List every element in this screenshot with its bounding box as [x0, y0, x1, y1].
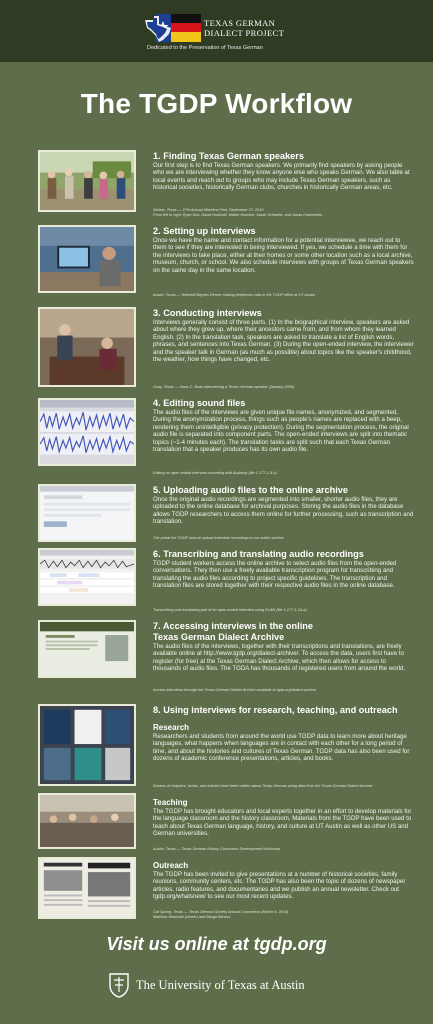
section-3-body: Interviews generally consist of three parts. (1) In the biographical interview, speakers are asked about where they grew up, where their ancestors came from, and from whom they learned English. (2) In the translation task, speakers are asked to translate a list of English words, phrases, and sentences into Texas German. (3) During the open-ended interview, the interviewer and the speaker talk in German (as much as possible) about topics like the speaker's childhood, the weather, how things have changed, etc.: [153, 319, 414, 364]
photo-setting-up-interviews: [38, 225, 136, 293]
section-7-text: [153, 621, 415, 673]
section-5-caption: The portal the TGDP uses to upload interview recordings to our online archive: [153, 536, 284, 540]
section-3-title: 3. Conducting interviews: [153, 308, 262, 318]
section-7-body: The audio files of the interviews, together with their transcriptions and translations, are freely available online at http://www.tgdp.org/dialect-archive/. To access the data, users first have to register (for free) at the Texas German Dialect Archive, which then allows for access to thousands of audio files. The TGDA has thousands of registered users from around the world.: [153, 643, 406, 673]
section-1-text: [153, 151, 415, 192]
logo-title: [204, 18, 284, 38]
photo-conducting-interviews: [38, 307, 136, 387]
outreach-text: [153, 861, 415, 901]
ut-austin-logo: [108, 972, 328, 998]
section-1-title: 1. Finding Texas German speakers: [153, 151, 304, 161]
section-6-caption: Transcribing and translating part of an open-ended interview using ELAN (file 1-177-1-19-a): [153, 608, 307, 612]
section-7-caption: Access interviews through the Texas German Dialect Archive available to tgdp.org/dialect-archive: [153, 688, 317, 692]
logo-title-line1: TEXAS GERMAN: [204, 18, 276, 28]
section-6-text: [153, 549, 415, 590]
section-4-text: [153, 398, 415, 453]
photo-upload-portal: [38, 484, 136, 542]
section-7-title: 7. Accessing interviews in the online: [153, 621, 313, 631]
section-4-title: 4. Editing sound files: [153, 398, 246, 408]
outreach-caption: Cat Spring, Texas — Texas German Society Annual Convention (March 9, 2019) Matthias Warmuth (center) and Margo Blevins: [153, 910, 289, 919]
header-banner: [0, 0, 433, 62]
ut-seal-icon: [108, 972, 130, 998]
section-1-body: Our first step is to find Texas German speakers. We primarily find speakers by asking people who we are interviewing whether they know anyone else who speaks German. We also table at local events and reach out to groups who may include Texas German speakers, such as historical societies, historically German clubs, churches in historically German areas, etc.: [153, 162, 410, 192]
section-8-text: [153, 705, 415, 763]
section-2-caption: Austin, Texas — Wendell Baynes Rerner making telephone calls in the TGDP office at UT Austin: [153, 293, 316, 297]
teaching-title: Teaching: [153, 798, 188, 807]
section-2-text: [153, 226, 415, 274]
teaching-body: The TGDP has brought educators and local experts together in an effort to develop materials for the language classroom and the history classroom. Materials from the TGDP have been used to teach about Texas German language, history, and culture at UT Austin as well as other US and German universities.: [153, 808, 412, 838]
research-caption: Dozens of chapters, books, and articles have been written about Texas German using data from the Texas German Dialect Archive: [153, 784, 373, 788]
page-title: The TGDP Workflow: [80, 88, 353, 119]
section-7-title-line2: Texas German Dialect Archive: [153, 632, 285, 642]
photo-research-books: [38, 704, 136, 786]
section-4-caption: Editing an open-ended interview recording with Audacity (file 1-177-1-9-b): [153, 471, 277, 475]
outreach-title: Outreach: [153, 861, 189, 870]
logo-title-line2: DIALECT PROJECT: [204, 28, 285, 38]
section-5-text: [153, 485, 415, 526]
tgdp-logo: [145, 12, 315, 56]
section-8-title: 8. Using interviews for research, teaching, and outreach: [153, 705, 398, 715]
photo-teaching-workshop: [38, 793, 136, 849]
photo-finding-speakers: [38, 150, 136, 212]
section-5-body: Once the original audio recordings are segmented into smaller, shorter audio files, they are uploaded to the online database for archival purposes. Storing the audio files in the database allows TGDP researchers to access them online for further processing, such as transcription and translation.: [153, 496, 414, 526]
section-2-title: 2. Setting up interviews: [153, 226, 256, 236]
logo-tagline: Dedicated to the Preservation of Texas German: [147, 45, 263, 51]
texas-german-flag-logo: [145, 14, 201, 42]
section-4-body: The audio files of the interviews are given unique file names, anonymized, and segmented. During the anonymization process, things such as people's names are replaced with a beep, rendering them unintelligible (privacy protection). During the segmentation process, the original audio file is separated into component parts. The open-ended interviews are split into thematic topics (~1-4 minutes each). The translation tasks are split such that each Texas German translation that a speaker produces has its own audio file.: [153, 409, 409, 454]
university-name: The University of Texas at Austin: [136, 978, 305, 992]
research-title: Research: [153, 723, 190, 732]
research-body: Researchers and students from around the world use TGDP data to learn more about heritage languages, what happens when languages are in contact with each other for a long period of time, and about the histories and cultures of Texas German. TGDP data has also been used for dozens of academic conference presentations, articles, and books.: [153, 733, 410, 763]
teaching-caption: Austin, Texas — Texas German History Curriculum Development Workshop: [153, 847, 281, 851]
section-6-body: TGDP student workers access the online archive to select audio files from the open-ended conversations. They then use a freely available transcription program for transcribing and translating the audio files according to project specific guidelines. The transcription and translation files are stored together with their respective audio files in the online database.: [153, 560, 397, 590]
photo-dialect-archive: [38, 620, 136, 678]
section-1-caption: Stelzer, Texas — 27th Annual Weinfest Fest, September 27, 2019 From left to right: Ryan Dux, David Hunhold, Walter Kuecker, Sarah Schaefer, and Jonas Kubenstein: [153, 208, 323, 217]
visit-website-link[interactable]: Visit us online at tgdp.org: [106, 934, 327, 954]
section-5-title: 5. Uploading audio files to the online archive: [153, 485, 349, 495]
section-3-caption: Ozoy, Texas — Hans C. Boas interviewing a Texas German speaker (January 2006): [153, 385, 295, 389]
section-2-body: Once we have the name and contact information for a potential interviewee, we reach out to them to see if they are interested in being interviewed. If yes, we schedule a time with them for the interviews to take place, either at their homes or some other location such as a local archive, museum, church, or school. We also schedule interviews with groups of Texas German speakers on the same day in the same location.: [153, 237, 414, 274]
teaching-text: [153, 798, 415, 838]
photo-elan-transcription: [38, 548, 136, 606]
outreach-body: The TGDP has been invited to give presentations at a number of historical societies, family reunions, community centers, etc. The TGDP has also been the topic of dozens of newspaper articles, radio features, and documentaries and we publish an annual newsletter. Check out tgdp.org/whatsnew/ to see our most recent updates.: [153, 871, 406, 901]
photo-outreach-newspaper: [38, 857, 136, 919]
section-3-text: [153, 308, 415, 363]
photo-audacity-editing: [38, 398, 136, 466]
section-6-title: 6. Transcribing and translating audio recordings: [153, 549, 364, 559]
